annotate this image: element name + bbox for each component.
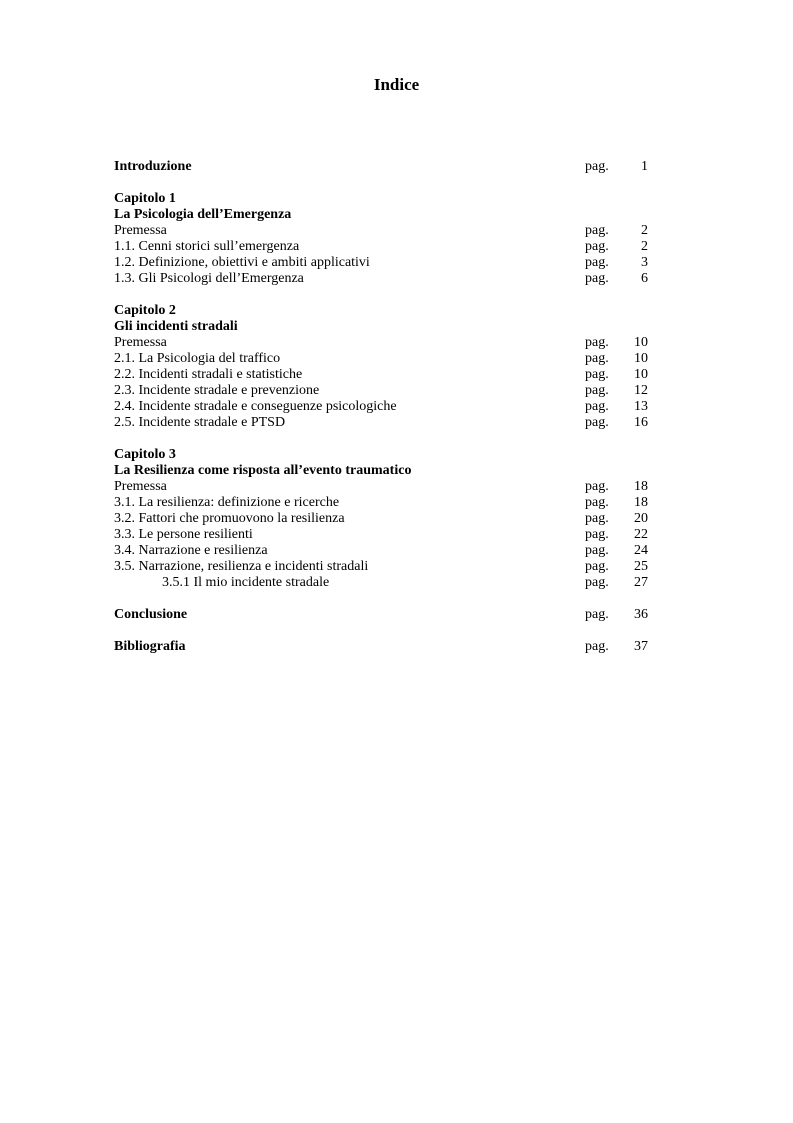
toc-page-number: 10	[634, 351, 648, 366]
toc-heading	[114, 463, 654, 479]
toc-entry	[114, 159, 654, 175]
toc-entry-title: Premessa	[114, 223, 167, 238]
toc-heading-text: Capitolo 1	[114, 191, 176, 206]
toc-page-number: 27	[634, 575, 648, 590]
toc-heading	[114, 303, 654, 319]
toc-heading-text: La Resilienza come risposta all’evento traumatico	[114, 463, 412, 478]
toc-heading	[114, 319, 654, 335]
toc-page-number: 18	[634, 479, 648, 494]
toc-page-label: pag.	[585, 479, 609, 494]
toc-entry	[114, 399, 654, 415]
toc-entry	[114, 239, 654, 255]
toc-heading-text: Capitolo 2	[114, 303, 176, 318]
toc-entry	[114, 559, 654, 575]
toc-heading	[114, 191, 654, 207]
toc-page-number: 12	[634, 383, 648, 398]
spacer	[114, 175, 654, 191]
toc-entry-title: 3.5. Narrazione, resilienza e incidenti stradali	[114, 559, 369, 574]
toc-heading-text: Capitolo 3	[114, 447, 176, 462]
toc-entry-title: 3.4. Narrazione e resilienza	[114, 543, 268, 558]
toc-entry	[114, 415, 654, 431]
toc-entry-title: Premessa	[114, 335, 167, 350]
toc-page-label: pag.	[585, 383, 609, 398]
toc-entry-title: 2.4. Incidente stradale e conseguenze psicologiche	[114, 399, 397, 414]
toc-page-number: 16	[634, 415, 648, 430]
toc-entry	[114, 383, 654, 399]
toc-page-label: pag.	[585, 223, 609, 238]
spacer	[114, 591, 654, 607]
toc-page-label: pag.	[585, 351, 609, 366]
toc-heading	[114, 447, 654, 463]
toc-entry	[114, 479, 654, 495]
toc-entry-title: 1.1. Cenni storici sull’emergenza	[114, 239, 300, 254]
toc-page-label: pag.	[585, 575, 609, 590]
toc-entry	[114, 511, 654, 527]
toc-entry	[114, 351, 654, 367]
toc-page-label: pag.	[585, 495, 609, 510]
toc-page-label: pag.	[585, 639, 609, 654]
toc-page-label: pag.	[585, 159, 609, 174]
toc-entry-title: 2.1. La Psicologia del traffico	[114, 351, 281, 366]
toc-entry	[114, 271, 654, 287]
toc-entry	[114, 495, 654, 511]
toc-page-number: 10	[634, 367, 648, 382]
toc-entry-title: 3.3. Le persone resilienti	[114, 527, 253, 542]
toc-entry	[114, 543, 654, 559]
toc-entry-title: 3.2. Fattori che promuovono la resilienza	[114, 511, 345, 526]
toc-page-label: pag.	[585, 255, 609, 270]
spacer	[114, 287, 654, 303]
toc-entry-title: Conclusione	[114, 607, 188, 622]
toc-entry-title: 3.1. La resilienza: definizione e ricerche	[114, 495, 340, 510]
toc-entry-title: 2.5. Incidente stradale e PTSD	[114, 415, 286, 430]
toc-entry-title: 3.5.1 Il mio incidente stradale	[162, 575, 330, 590]
toc-page-number: 6	[641, 271, 648, 286]
toc-entry	[114, 527, 654, 543]
toc-page-label: pag.	[585, 399, 609, 414]
toc-heading-text: La Psicologia dell’Emergenza	[114, 207, 292, 222]
toc-page-number: 1	[641, 159, 648, 174]
toc-page-number: 22	[634, 527, 648, 542]
table-of-contents	[114, 159, 654, 655]
toc-entry-title: 2.3. Incidente stradale e prevenzione	[114, 383, 320, 398]
toc-page-label: pag.	[585, 271, 609, 286]
toc-page-number: 24	[634, 543, 648, 558]
toc-entry-title: 2.2. Incidenti stradali e statistiche	[114, 367, 303, 382]
toc-page-number: 3	[641, 255, 648, 270]
toc-page-number: 2	[641, 223, 648, 238]
toc-page-number: 20	[634, 511, 648, 526]
toc-page-label: pag.	[585, 527, 609, 542]
toc-entry	[114, 607, 654, 623]
toc-page-label: pag.	[585, 559, 609, 574]
toc-page-number: 13	[634, 399, 648, 414]
toc-heading-text: Gli incidenti stradali	[114, 319, 238, 334]
toc-entry-title: Introduzione	[114, 159, 192, 174]
toc-entry	[114, 223, 654, 239]
toc-page-number: 37	[634, 639, 648, 654]
toc-entry	[114, 255, 654, 271]
spacer	[114, 623, 654, 639]
toc-entry	[114, 575, 654, 591]
toc-entry-title: 1.2. Definizione, obiettivi e ambiti applicativi	[114, 255, 370, 270]
toc-heading	[114, 207, 654, 223]
toc-page-label: pag.	[585, 415, 609, 430]
toc-entry	[114, 335, 654, 351]
toc-page-number: 18	[634, 495, 648, 510]
toc-page-label: pag.	[585, 239, 609, 254]
toc-entry-title: 1.3. Gli Psicologi dell’Emergenza	[114, 271, 304, 286]
toc-entry-title: Bibliografia	[114, 639, 186, 654]
toc-page-label: pag.	[585, 335, 609, 350]
toc-page-number: 36	[634, 607, 648, 622]
toc-page-label: pag.	[585, 367, 609, 382]
spacer	[114, 431, 654, 447]
page-title: Indice	[373, 75, 420, 94]
toc-page-label: pag.	[585, 607, 609, 622]
toc-page-number: 25	[634, 559, 648, 574]
toc-page-label: pag.	[585, 511, 609, 526]
toc-entry-title: Premessa	[114, 479, 167, 494]
toc-entry	[114, 639, 654, 655]
toc-page-number: 2	[641, 239, 648, 254]
toc-entry	[114, 367, 654, 383]
toc-page-number: 10	[634, 335, 648, 350]
toc-page-label: pag.	[585, 543, 609, 558]
